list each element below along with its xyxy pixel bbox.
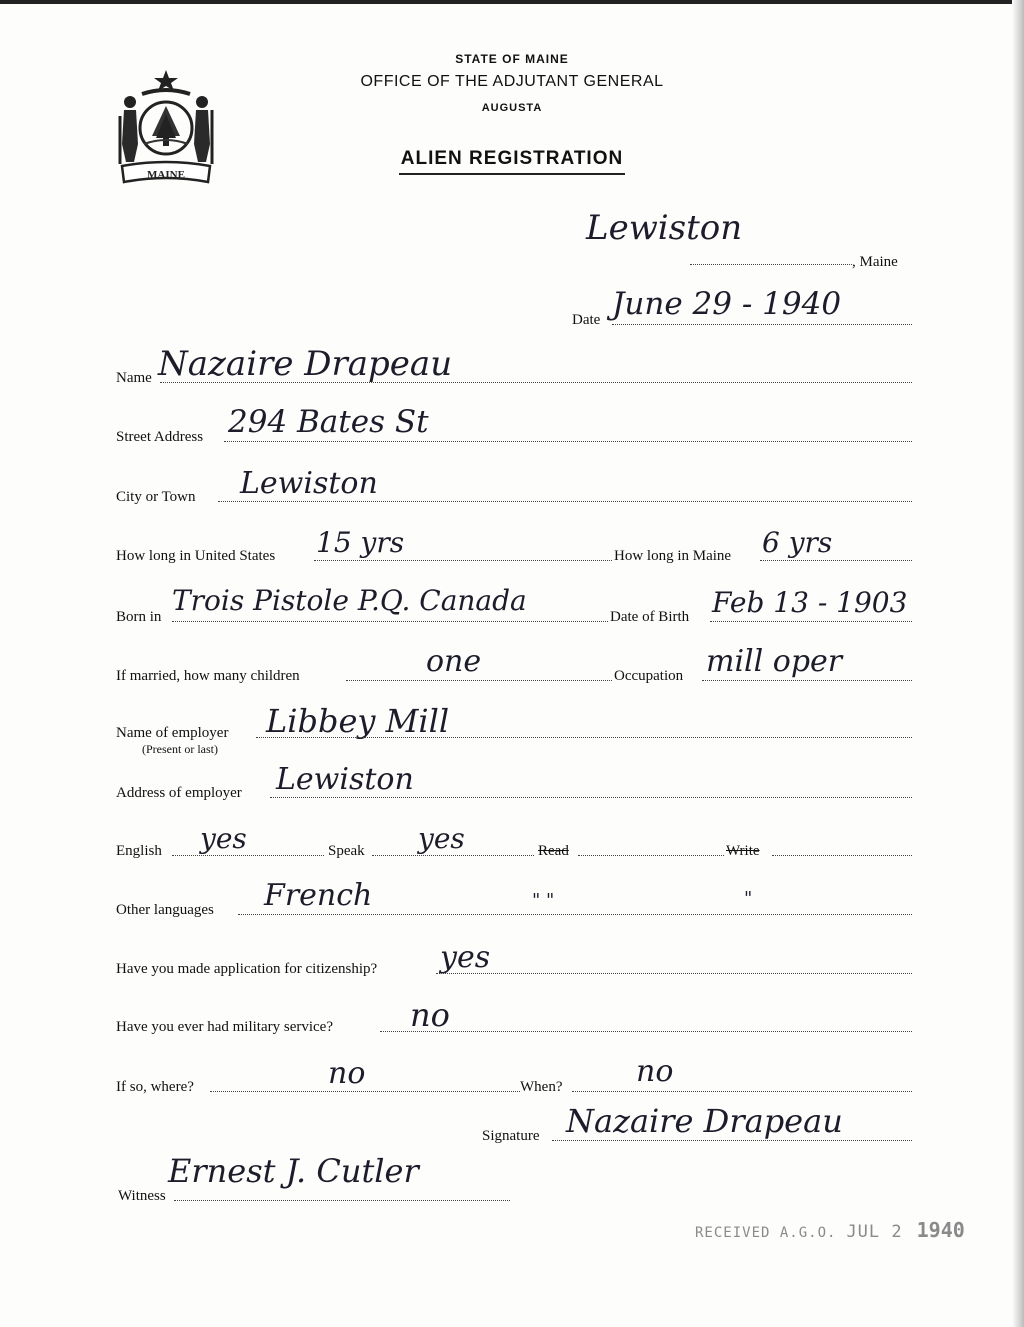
employer-address-label: Address of employer — [116, 785, 242, 801]
military-value: no — [410, 996, 450, 1034]
city-dots — [218, 501, 912, 502]
signature-value: Nazaire Drapeau — [566, 1102, 843, 1140]
stamp-date: JUL 2 — [846, 1222, 903, 1242]
citizenship-value: yes — [440, 940, 491, 975]
citizenship-dots — [436, 973, 912, 974]
date-dots — [612, 324, 912, 325]
city-value: Lewiston — [240, 466, 378, 501]
witness-dots — [174, 1200, 510, 1201]
speak-label: Speak — [328, 843, 365, 859]
ditto-read: " " — [532, 890, 555, 911]
born-in-value: Trois Pistole P.Q. Canada — [172, 584, 527, 617]
employer-address-dots — [270, 797, 912, 798]
citizenship-label: Have you made application for citizenship? — [116, 961, 378, 977]
date-value: June 29 - 1940 — [612, 286, 842, 322]
stamp-year: 1940 — [916, 1218, 965, 1242]
scan-right-edge — [1012, 0, 1024, 1327]
children-dots — [346, 680, 612, 681]
other-languages-value: French — [264, 878, 373, 913]
children-label: If married, how many children — [116, 668, 300, 684]
speak-dots — [372, 855, 534, 856]
other-languages-dots — [238, 914, 912, 915]
born-in-label: Born in — [116, 609, 162, 625]
when-value: no — [636, 1054, 674, 1089]
english-dots — [172, 855, 324, 856]
english-value: yes — [200, 822, 247, 855]
stamp-received: RECEIVED A.G.O. — [695, 1225, 837, 1241]
dob-value: Feb 13 - 1903 — [712, 586, 908, 619]
employer-address-value: Lewiston — [276, 762, 414, 797]
place-city-value: Lewiston — [586, 208, 743, 248]
years-maine-dots — [760, 560, 912, 561]
maine-label: , Maine — [852, 254, 898, 270]
date-label: Date — [572, 312, 601, 328]
witness-label: Witness — [118, 1188, 166, 1204]
witness-value: Ernest J. Cutler — [168, 1152, 419, 1190]
speak-value: yes — [418, 822, 465, 855]
seal-banner-text: MAINE — [147, 169, 185, 181]
children-value: one — [426, 644, 482, 679]
employer-value: Libbey Mill — [266, 702, 450, 740]
header-city: AUGUSTA — [481, 102, 543, 114]
years-us-dots — [314, 560, 612, 561]
place-dots — [690, 264, 852, 265]
street-value: 294 Bates St — [228, 404, 429, 440]
occupation-dots — [702, 680, 912, 681]
where-label: If so, where? — [116, 1079, 194, 1095]
occupation-value: mill oper — [706, 644, 843, 679]
write-label: Write — [726, 843, 760, 859]
years-maine-label: How long in Maine — [614, 548, 732, 564]
years-us-label: How long in United States — [116, 548, 276, 564]
form-title: ALIEN REGISTRATION — [399, 148, 625, 175]
occupation-label: Occupation — [614, 668, 684, 684]
other-languages-label: Other languages — [116, 902, 214, 918]
ditto-write: " — [744, 888, 753, 909]
dob-label: Date of Birth — [610, 609, 690, 625]
header-state: STATE OF MAINE — [455, 52, 569, 66]
header-office: OFFICE OF THE ADJUTANT GENERAL — [360, 73, 664, 90]
city-label: City or Town — [116, 489, 196, 505]
english-label: English — [116, 843, 162, 859]
years-maine-value: 6 yrs — [762, 526, 833, 559]
employer-label: Name of employer — [116, 725, 229, 741]
street-dots — [224, 441, 912, 442]
where-dots — [210, 1091, 520, 1092]
write-dots — [772, 855, 912, 856]
when-label: When? — [520, 1079, 563, 1095]
name-dots — [160, 382, 912, 383]
read-dots — [578, 855, 724, 856]
employer-dots — [256, 737, 912, 738]
where-value: no — [328, 1056, 366, 1091]
military-dots — [380, 1031, 912, 1032]
scan-top-edge — [0, 0, 1024, 4]
name-value: Nazaire Drapeau — [158, 344, 453, 384]
received-stamp — [695, 1218, 965, 1242]
years-us-value: 15 yrs — [316, 526, 405, 559]
employer-sublabel: (Present or last) — [142, 742, 218, 756]
born-in-dots — [172, 621, 608, 622]
name-label: Name — [116, 370, 152, 386]
dob-dots — [710, 621, 912, 622]
signature-label: Signature — [482, 1128, 540, 1144]
street-label: Street Address — [116, 429, 204, 445]
when-dots — [572, 1091, 912, 1092]
read-label: Read — [538, 843, 569, 859]
military-label: Have you ever had military service? — [116, 1019, 333, 1035]
signature-dots — [552, 1140, 912, 1141]
